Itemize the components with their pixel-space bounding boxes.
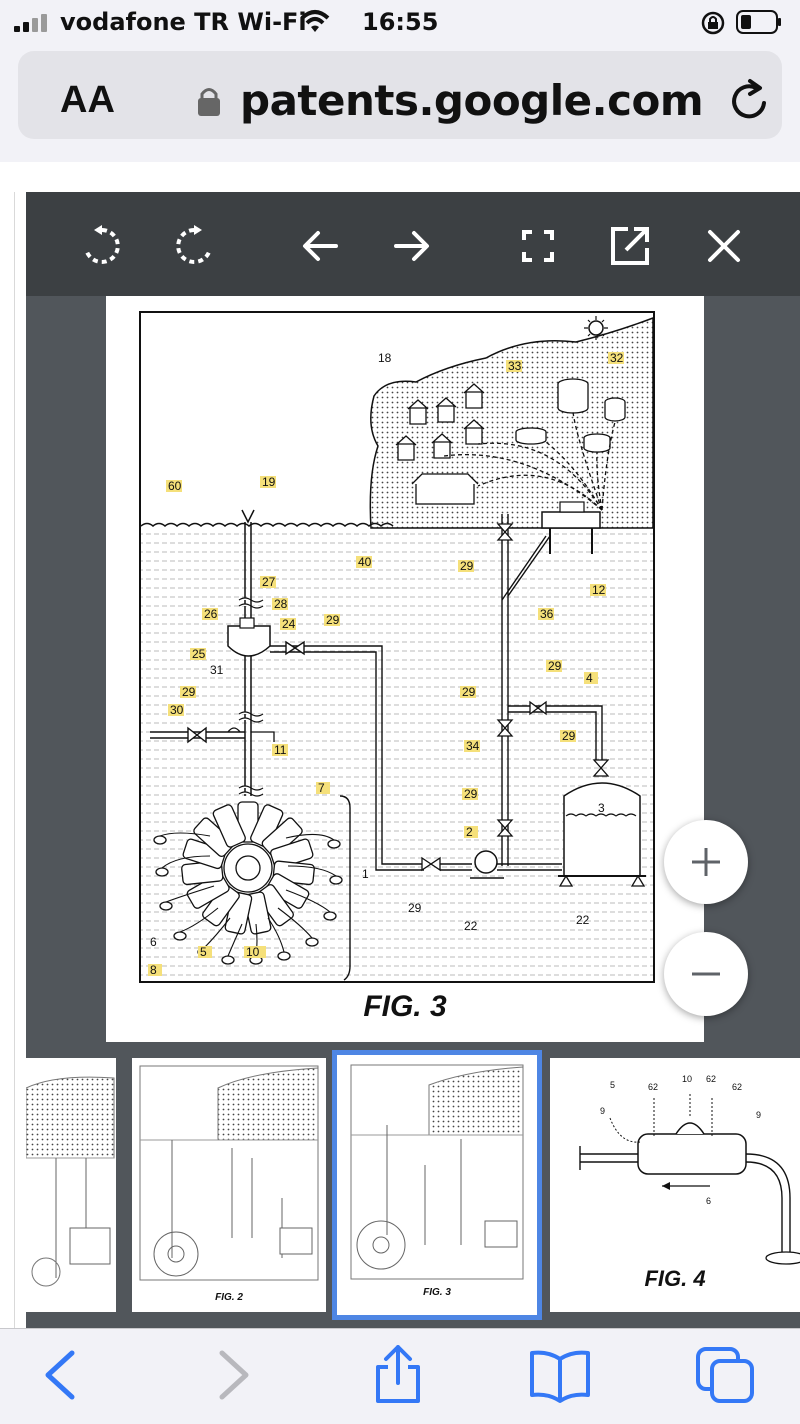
label-29-d: 29 <box>462 685 476 699</box>
label-10: 10 <box>246 945 260 959</box>
next-arrow-icon[interactable] <box>388 222 436 270</box>
label-60: 60 <box>168 479 182 493</box>
previous-arrow-icon[interactable] <box>296 222 344 270</box>
browser-address-area <box>0 44 800 163</box>
thumbnail-drawing <box>337 1055 537 1315</box>
figure-caption: FIG. 3 <box>363 990 447 1023</box>
label-29-a: 29 <box>460 559 474 573</box>
plus-icon <box>664 820 748 904</box>
close-icon[interactable] <box>700 222 748 270</box>
label-12: 12 <box>592 583 606 597</box>
reload-icon[interactable] <box>726 78 772 124</box>
label-29-e: 29 <box>182 685 196 699</box>
label-25: 25 <box>192 647 206 661</box>
fig4-label-10: 62 <box>706 1074 717 1084</box>
label-34: 34 <box>466 739 480 753</box>
fullscreen-icon[interactable] <box>514 222 562 270</box>
battery-icon <box>736 10 782 34</box>
thumbnail-item-selected[interactable] <box>337 1055 537 1315</box>
label-22-a: 22 <box>464 919 478 933</box>
label-29-c: 29 <box>548 659 562 673</box>
patent-drawing <box>106 296 704 1042</box>
label-33: 33 <box>508 359 522 373</box>
padlock-icon <box>196 85 222 117</box>
fig4-label-62-a: 62 <box>648 1082 659 1092</box>
label-2: 2 <box>466 825 473 839</box>
bookmarks-icon[interactable] <box>528 1345 592 1405</box>
minus-icon <box>664 932 748 1016</box>
label-4: 4 <box>586 671 593 685</box>
page-divider <box>14 192 15 1328</box>
status-bar <box>0 0 800 44</box>
label-1: 1 <box>362 867 369 881</box>
label-27: 27 <box>262 575 276 589</box>
label-28: 28 <box>274 597 288 611</box>
label-29-g: 29 <box>464 787 478 801</box>
zoom-out-button[interactable] <box>664 932 748 1016</box>
label-11: 11 <box>274 743 287 757</box>
label-3: 3 <box>598 801 605 815</box>
label-26: 26 <box>204 607 218 621</box>
label-8: 8 <box>150 963 157 977</box>
wifi-icon <box>300 8 330 36</box>
thumbnail-drawing <box>132 1058 326 1312</box>
address-bar[interactable] <box>18 51 782 139</box>
label-29-b: 29 <box>326 613 340 627</box>
fig4-label-6: 6 <box>706 1196 712 1206</box>
label-36: 36 <box>540 607 554 621</box>
thumbnail-item[interactable] <box>132 1058 326 1312</box>
url-text[interactable]: patents.google.com <box>240 76 704 125</box>
back-icon[interactable] <box>30 1345 94 1405</box>
thumbnail-drawing <box>26 1058 116 1312</box>
fig4-label-9-a: 9 <box>600 1106 606 1116</box>
thumbnail-item[interactable] <box>26 1058 116 1312</box>
label-5: 5 <box>200 945 207 959</box>
fig4-label-62-b: 10 <box>682 1074 693 1084</box>
rotate-right-icon[interactable] <box>170 222 218 270</box>
fig4-label-62-c: 62 <box>732 1082 743 1092</box>
text-size-button[interactable]: AA <box>60 79 115 121</box>
thumbnail-caption: FIG. 3 <box>423 1287 451 1298</box>
thumbnail-caption: FIG. 4 <box>644 1266 706 1291</box>
thumbnail-item[interactable] <box>550 1058 800 1312</box>
page-left-edge <box>0 192 26 1328</box>
label-19: 19 <box>262 475 276 489</box>
label-7: 7 <box>318 781 325 795</box>
forward-icon[interactable] <box>200 1345 264 1405</box>
label-29-h: 29 <box>408 901 422 915</box>
tabs-icon[interactable] <box>694 1345 758 1405</box>
label-29-f: 29 <box>562 729 576 743</box>
patent-figure-page[interactable] <box>106 296 704 1042</box>
zoom-in-button[interactable] <box>664 820 748 904</box>
clock: 16:55 <box>362 8 439 36</box>
label-32: 32 <box>610 351 624 365</box>
thumbnail-caption: FIG. 2 <box>215 1292 243 1303</box>
open-external-icon[interactable] <box>606 222 654 270</box>
label-6: 6 <box>150 935 157 949</box>
label-24: 24 <box>282 617 296 631</box>
label-40: 40 <box>358 555 372 569</box>
fig4-label-5: 5 <box>610 1080 616 1090</box>
page-background <box>0 162 800 192</box>
label-31: 31 <box>210 663 224 677</box>
share-icon[interactable] <box>366 1345 430 1405</box>
fig4-label-9-b: 9 <box>756 1110 762 1120</box>
label-18: 18 <box>378 351 392 365</box>
rotation-lock-icon <box>700 10 726 36</box>
rotate-left-icon[interactable] <box>78 222 126 270</box>
label-22-b: 22 <box>576 913 590 927</box>
label-30: 30 <box>170 703 184 717</box>
carrier-label: vodafone TR Wi-Fi <box>60 8 307 36</box>
signal-icon <box>14 14 50 32</box>
